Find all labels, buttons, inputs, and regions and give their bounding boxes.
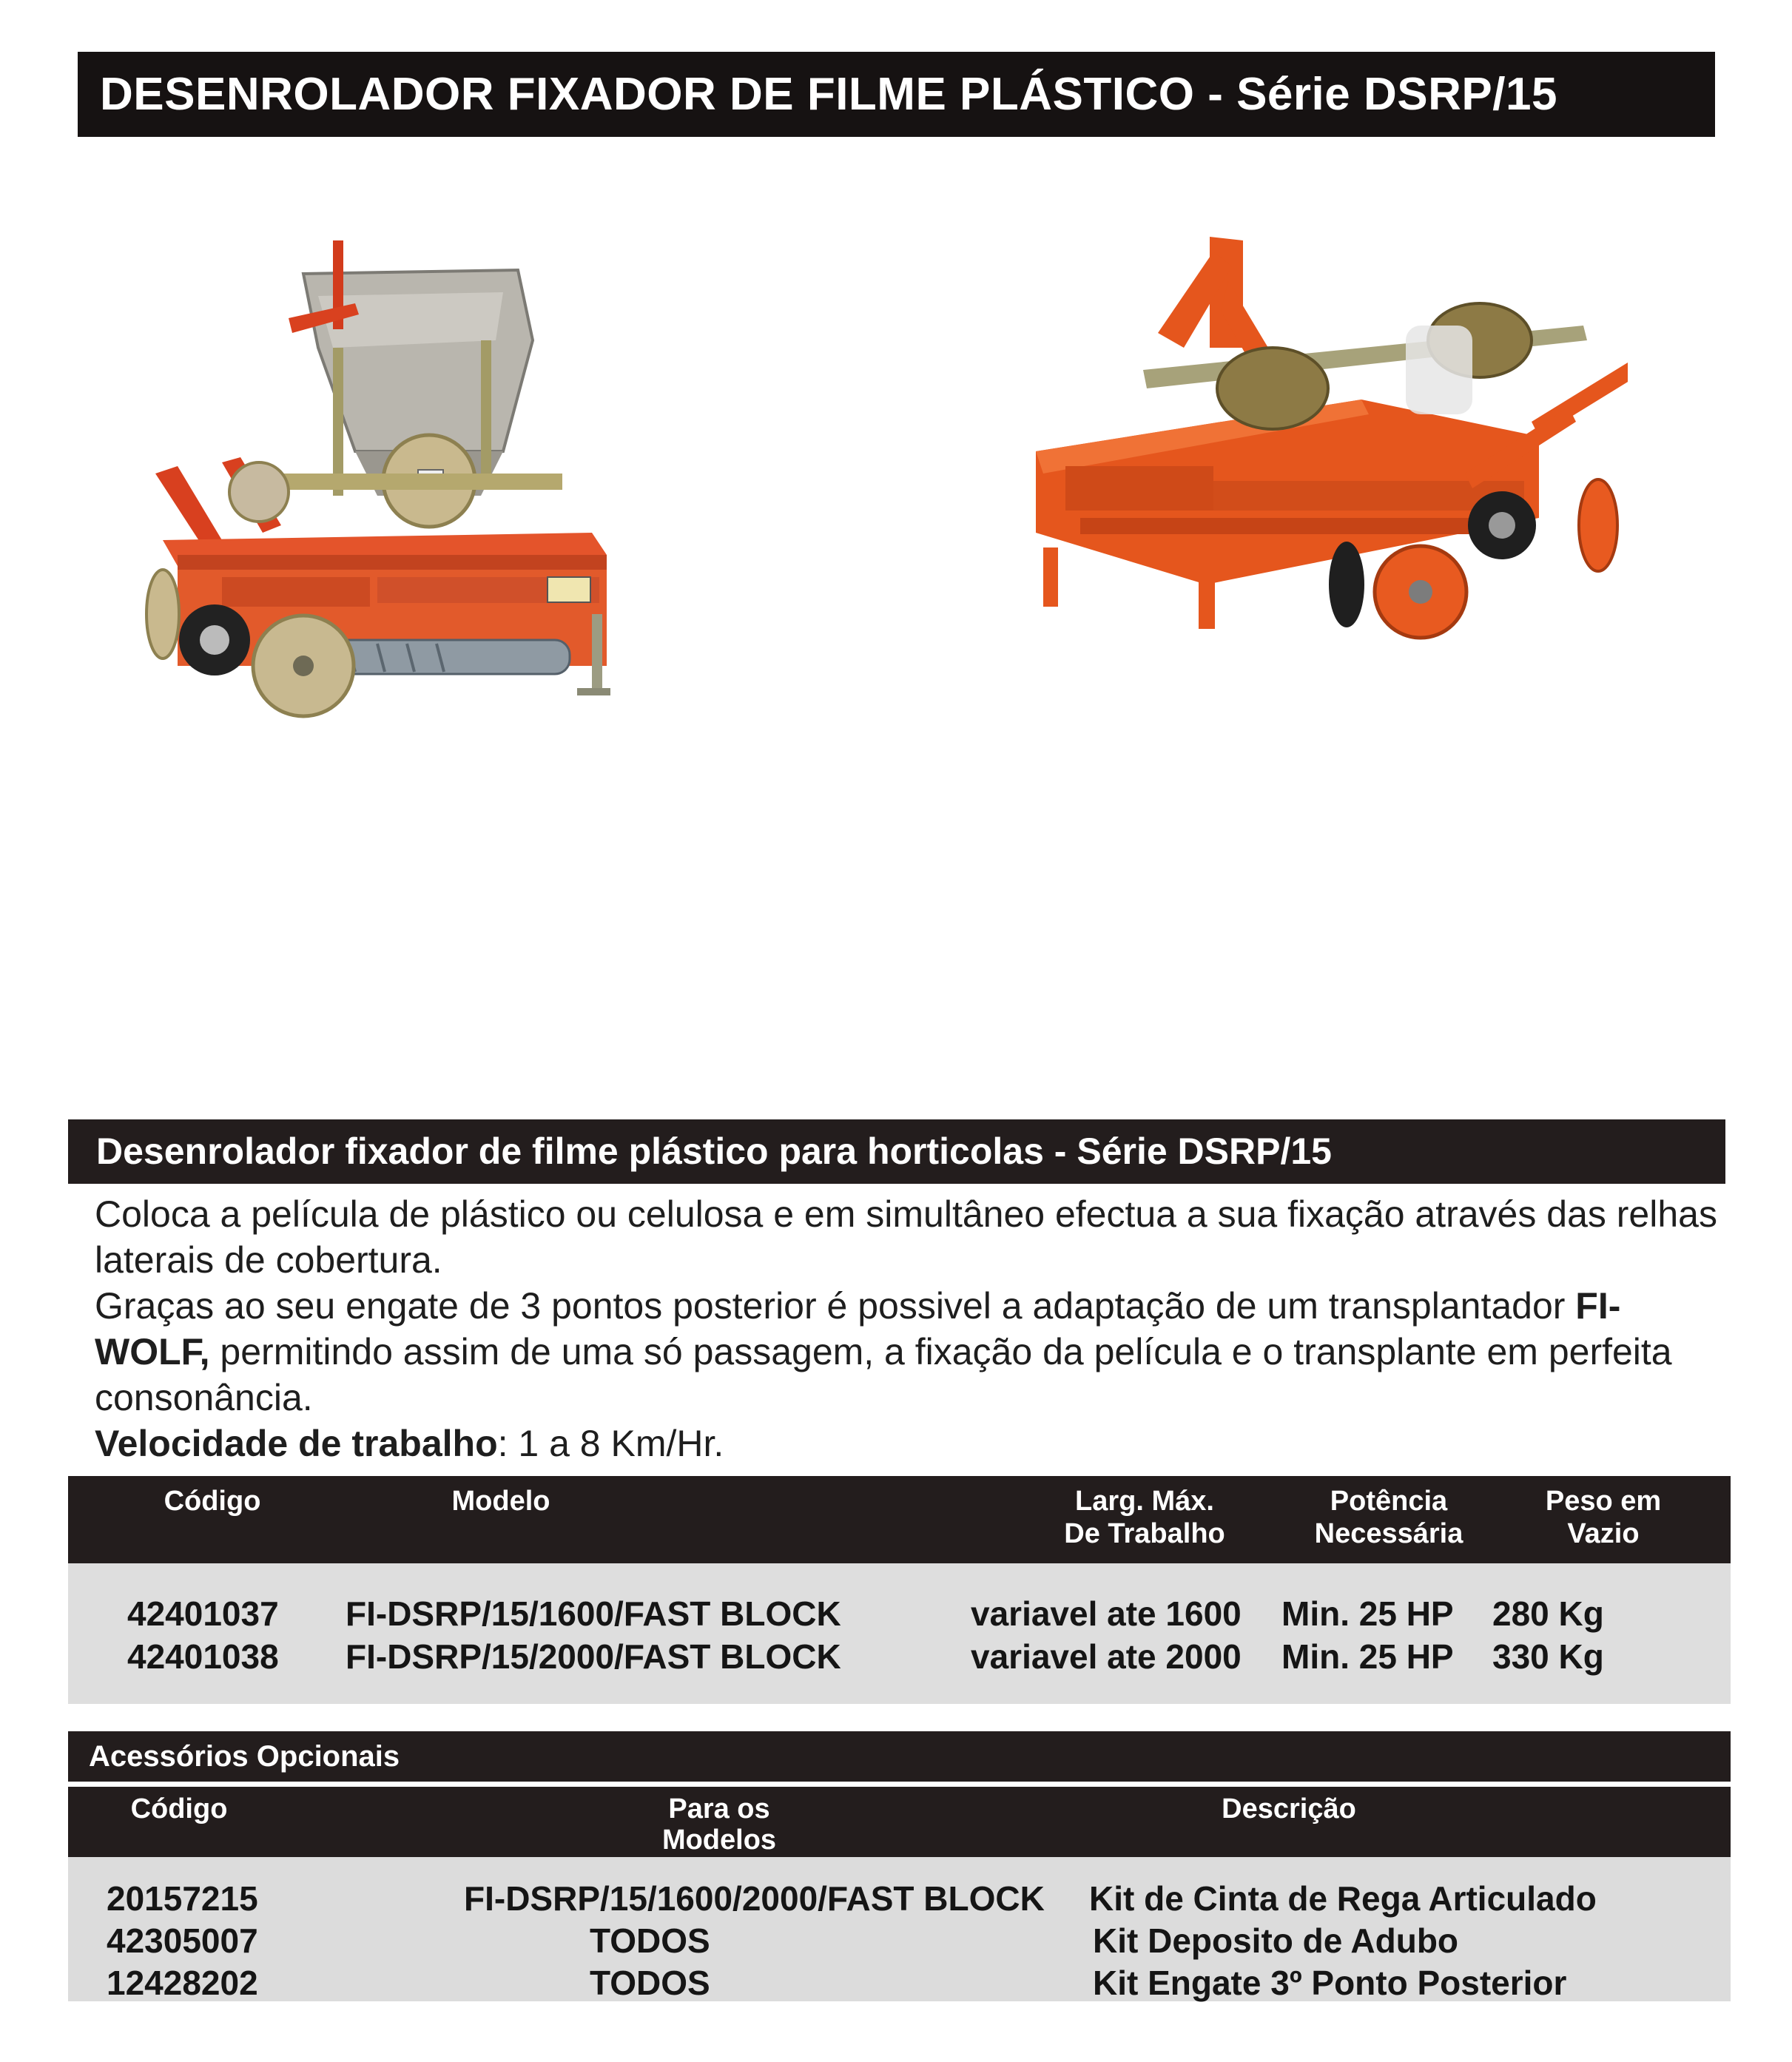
header-width-1: Larg. Máx.: [1075, 1486, 1214, 1517]
acc-header-models-2: Modelos: [661, 1825, 777, 1856]
models-table-body: [68, 1563, 1731, 1704]
accessories-table-body: [68, 1857, 1731, 2001]
description-paragraph-2: [95, 1283, 1730, 1421]
header-power-2: Necessária: [1314, 1518, 1463, 1549]
working-speed: [95, 1421, 1730, 1466]
description-text-b: permitindo assim de uma só passagem, a fixação da película e o transplante em perfeita consonância.: [95, 1331, 1672, 1418]
page-title: DESENROLADOR FIXADOR DE FILME PLÁSTICO - Série DSRP/15: [78, 52, 1715, 137]
header-power-1: Potência: [1330, 1486, 1448, 1517]
row-width: variavel ate 2000: [971, 1637, 1242, 1676]
product-description: [95, 1191, 1730, 1466]
speed-value: : 1 a 8 Km/Hr.: [497, 1423, 724, 1464]
acc-models: TODOS: [590, 1921, 710, 1960]
header-width-2: De Trabalho: [1064, 1518, 1225, 1549]
header-code: Código: [164, 1486, 261, 1517]
row-power: Min. 25 HP: [1281, 1637, 1454, 1676]
acc-code: 20157215: [107, 1879, 258, 1918]
row-width: variavel ate 1600: [971, 1594, 1242, 1633]
row-weight: 280 Kg: [1492, 1594, 1604, 1633]
acc-header-models-1: Para os: [668, 1793, 770, 1825]
acc-header-description: Descrição: [1222, 1793, 1356, 1825]
accessories-table-header: [68, 1787, 1731, 1857]
machine-orange-frame-photo: [1021, 237, 1628, 681]
acc-description: Kit Engate 3º Ponto Posterior: [1093, 1964, 1567, 2002]
row-model: FI-DSRP/15/1600/FAST BLOCK: [346, 1594, 841, 1633]
header-model: Modelo: [451, 1486, 550, 1517]
description-text-a: Graças ao seu engate de 3 pontos posterior é possivel a adaptação de um transplantador: [95, 1285, 1576, 1327]
description-paragraph-1: Coloca a película de plástico ou celulosa e em simultâneo efectua a sua fixação através das relhas laterais de cobertura.: [95, 1193, 1717, 1281]
fi-wolf-brand: FI-WOLF,: [95, 1285, 1621, 1372]
header-weight-2: Vazio: [1567, 1518, 1640, 1549]
acc-description: Kit de Cinta de Rega Articulado: [1089, 1879, 1597, 1918]
models-table-header: [68, 1476, 1731, 1563]
row-code: 42401038: [127, 1637, 279, 1676]
accessories-title: Acessórios Opcionais: [68, 1731, 1731, 1782]
acc-code: 12428202: [107, 1964, 258, 2002]
row-power: Min. 25 HP: [1281, 1594, 1454, 1633]
row-code: 42401037: [127, 1594, 279, 1633]
acc-models: FI-DSRP/15/1600/2000/FAST BLOCK: [464, 1879, 1045, 1918]
acc-code: 42305007: [107, 1921, 258, 1960]
header-weight-1: Peso em: [1545, 1486, 1662, 1517]
acc-description: Kit Deposito de Adubo: [1093, 1921, 1459, 1960]
speed-label: Velocidade de trabalho: [95, 1423, 498, 1464]
machine-with-hopper-photo: [133, 229, 636, 725]
row-model: FI-DSRP/15/2000/FAST BLOCK: [346, 1637, 841, 1676]
acc-header-code: Código: [130, 1793, 228, 1825]
section-subtitle: Desenrolador fixador de filme plástico para horticolas - Série DSRP/15: [68, 1119, 1725, 1184]
acc-models: TODOS: [590, 1964, 710, 2002]
row-weight: 330 Kg: [1492, 1637, 1604, 1676]
